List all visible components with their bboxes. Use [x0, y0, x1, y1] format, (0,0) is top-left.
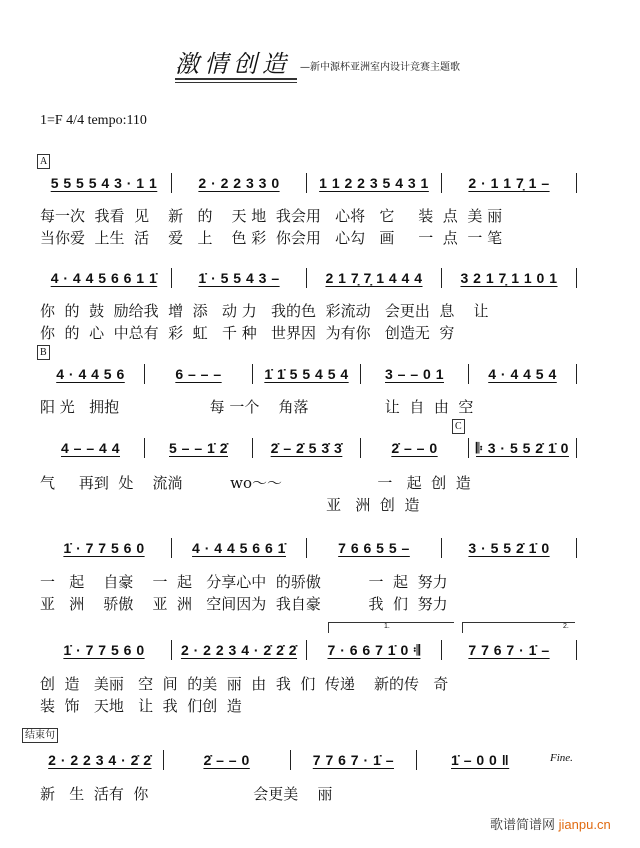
bar-line	[290, 750, 291, 770]
volta-first	[328, 622, 454, 633]
section-label-ending: 结束句	[22, 728, 58, 743]
bar-line	[252, 438, 253, 458]
bar-line	[468, 438, 469, 458]
bar-line	[576, 538, 577, 558]
measure: 4 · 4 4 5 6	[56, 366, 125, 382]
bar-line	[441, 538, 442, 558]
bar-line	[360, 364, 361, 384]
bar-line	[163, 750, 164, 770]
bar-line	[306, 173, 307, 193]
lyric-line: 阳 光 拥抱 每 一个 角落 让 自 由 空	[40, 398, 474, 416]
bar-line	[441, 173, 442, 193]
measure: 2 1 7̣ 7̣ 1 4 4 4	[325, 270, 423, 286]
measure: 4 · 4 4 5 6 6 1 1̇	[50, 270, 158, 286]
volta-first-label: 1.	[384, 623, 390, 630]
measure: 2̇ – 2̇ 5 3̇ 3̇	[270, 440, 343, 456]
bar-line	[576, 438, 577, 458]
notation-row	[40, 640, 580, 660]
title-underline	[175, 78, 297, 83]
bar-line	[171, 173, 172, 193]
lyric-line: 气 再到 处 流淌 wo～～ 一 起 创 造	[40, 474, 471, 492]
volta-second	[462, 622, 575, 633]
measure: 1̇ – 0 0 ‖	[451, 752, 510, 768]
notation-row	[40, 364, 580, 384]
bar-line	[171, 538, 172, 558]
lyric-line: 亚 洲 创 造	[40, 496, 420, 514]
watermark-cn: 歌谱简谱网	[490, 817, 556, 832]
lyric-line: 你 的 鼓 励给我 增 添 动 力 我的色 彩流动 会更出 息 让	[40, 302, 489, 320]
bar-line	[416, 750, 417, 770]
measure: 2̇ – – 0	[391, 440, 438, 456]
measure: 6 – – –	[175, 366, 222, 382]
measure: 1̇ · 5 5 4 3 –	[198, 270, 280, 286]
measure: 4 · 4 4 5 4	[488, 366, 557, 382]
notation-row	[40, 750, 540, 770]
volta-second-label: 2.	[563, 623, 569, 630]
key-signature: 1=F 4/4 tempo:110	[40, 113, 147, 128]
lyric-line: 当你爱 上生 活 爱 上 色 彩 你会用 心勾 画 一 点 一 笔	[40, 229, 503, 247]
section-label-c: C	[452, 419, 465, 434]
bar-line	[468, 364, 469, 384]
measure: 1̇ · 7 7 5 6 0	[63, 642, 145, 658]
measure: 2 · 1 1 7̣ 1 –	[468, 175, 550, 191]
bar-line	[576, 640, 577, 660]
measure: 4 – – 4 4	[61, 440, 120, 456]
song-title: 激情创造	[175, 50, 291, 78]
section-label-a: A	[37, 154, 50, 169]
lyric-line: 新 生 活有 你 会更美 丽	[40, 785, 333, 803]
measure: 5 5 5 5 4 3 · 1 1	[50, 175, 158, 191]
song-subtitle: —新中源杯亚洲室内设计竞赛主题歌	[300, 62, 460, 73]
notation-row	[40, 538, 580, 558]
watermark-en: jianpu.cn	[558, 817, 611, 832]
lyric-line: 亚 洲 骄傲 亚 洲 空间因为 我自豪 我 们 努力	[40, 595, 448, 613]
measure: 3 · 5 5 2̇ 1̇ 0	[468, 540, 550, 556]
measure: 7 7 6 7 · 1̇ –	[312, 752, 394, 768]
bar-line	[441, 268, 442, 288]
measure: 3 2 1 7̣ 1 1 0 1	[460, 270, 558, 286]
notation-row	[40, 438, 580, 458]
bar-line	[252, 364, 253, 384]
bar-line	[144, 438, 145, 458]
bar-line	[306, 538, 307, 558]
measure: 7 7 6 7 · 1̇ –	[468, 642, 550, 658]
measure: 7 · 6 6 7 1̇ 0 𝄇	[327, 642, 421, 658]
measure: 4 · 4 4 5 6 6 1̇	[192, 540, 286, 556]
measure: 2 · 2 2 3 4 · 2̇ 2̇ 2̇	[180, 642, 298, 658]
notation-row	[40, 173, 580, 193]
measure: 7 6 6 5 5 –	[338, 540, 410, 556]
bar-line	[171, 268, 172, 288]
lyric-line: 你 的 心 中总有 彩 虹 千 种 世界因 为有你 创造无 穷	[40, 324, 455, 342]
notation-row	[40, 268, 580, 288]
bar-line	[144, 364, 145, 384]
measure: 5 – – 1̇ 2̇	[169, 440, 228, 456]
measure: 2 · 2 2 3 3 0	[198, 175, 280, 191]
lyric-line: 一 起 自豪 一 起 分享心中 的骄傲 一 起 努力	[40, 573, 448, 591]
bar-line	[576, 268, 577, 288]
bar-line	[306, 268, 307, 288]
lyric-line: 每一次 我看 见 新 的 天 地 我会用 心将 它 装 点 美 丽	[40, 207, 503, 225]
measure: 1̇ 1̇ 5 5 4 5 4	[264, 366, 349, 382]
watermark	[490, 814, 611, 833]
bar-line	[576, 364, 577, 384]
fine-marking: Fine.	[550, 752, 573, 764]
lyric-line: 装 饰 天地 让 我 们创 造	[40, 697, 242, 715]
bar-line	[576, 173, 577, 193]
measure: 2 · 2 2 3 4 · 2̇ 2̇	[48, 752, 152, 768]
bar-line	[306, 640, 307, 660]
measure: 3 – – 0 1	[385, 366, 444, 382]
measure: 2̇ – – 0	[203, 752, 250, 768]
bar-line	[360, 438, 361, 458]
measure: 𝄆 3 · 5 5 2̇ 1̇ 0	[476, 440, 569, 456]
section-label-b: B	[37, 345, 50, 360]
lyric-line: 创 造 美丽 空 间 的美 丽 由 我 们 传递 新的传 奇	[40, 675, 449, 693]
measure: 1̇ · 7 7 5 6 0	[63, 540, 145, 556]
bar-line	[441, 640, 442, 660]
bar-line	[171, 640, 172, 660]
measure: 1 1 2 2 3 5 4 3 1	[319, 175, 429, 191]
